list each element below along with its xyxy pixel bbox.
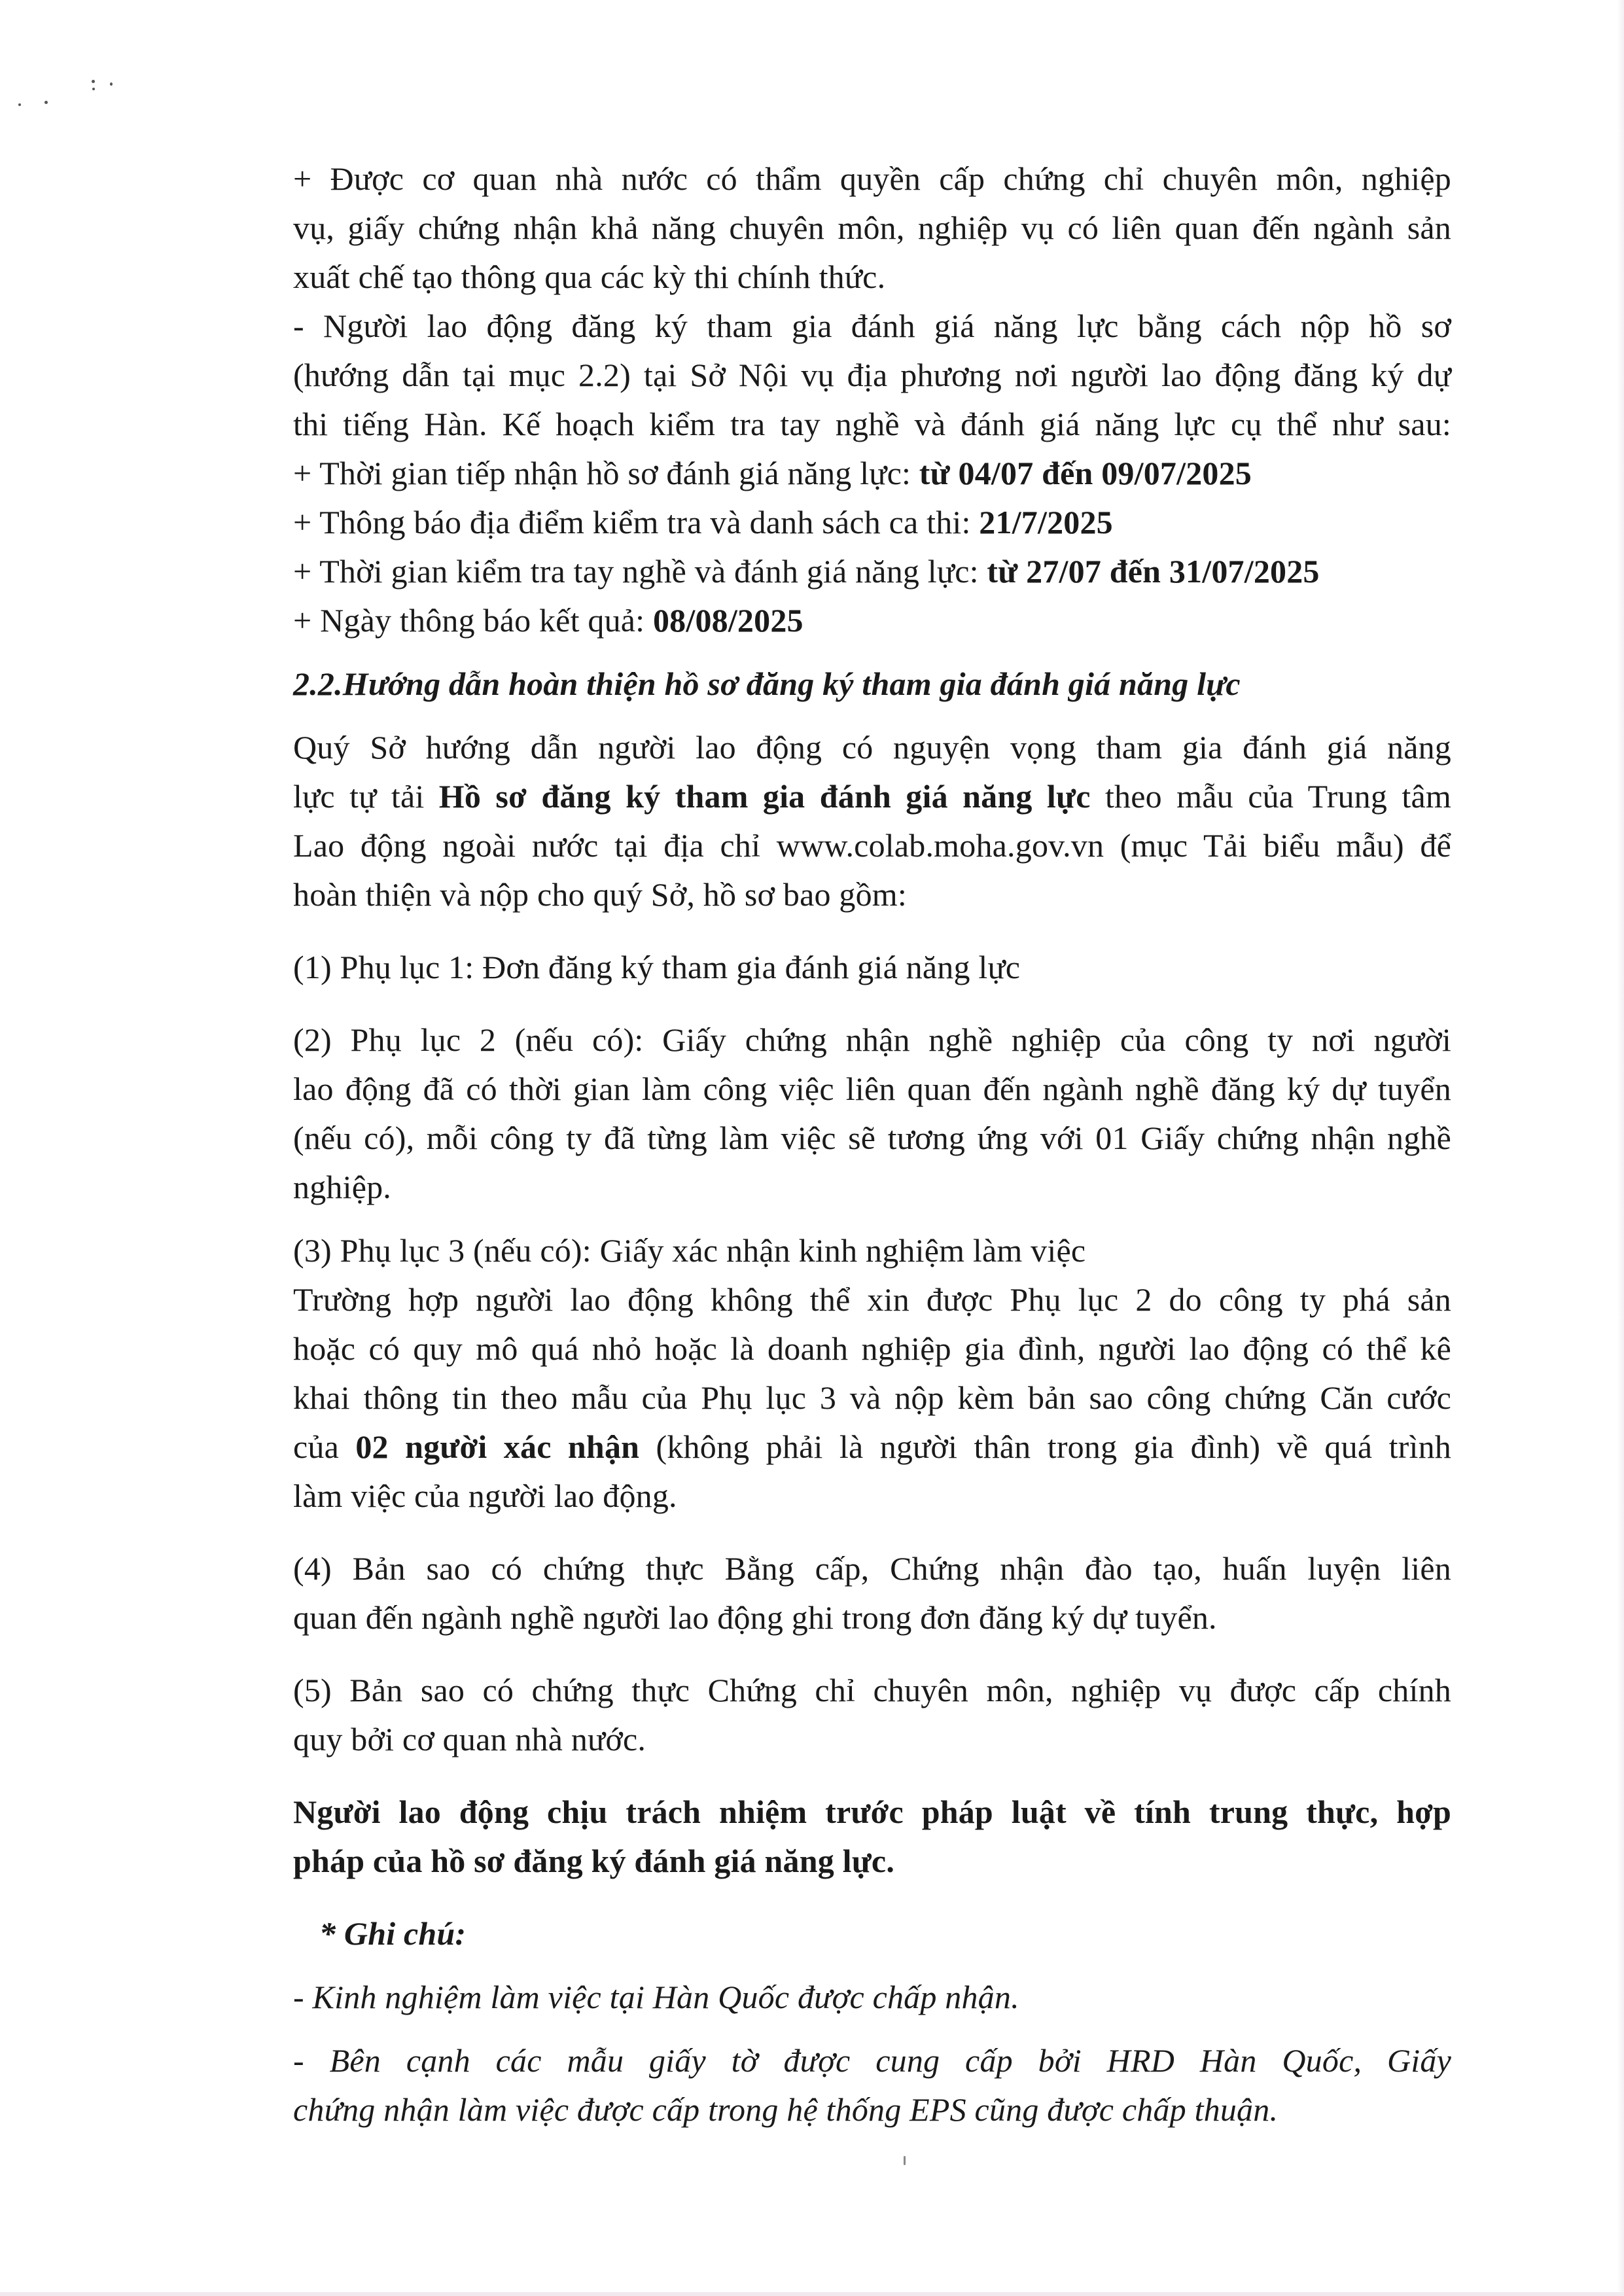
list-item-line: (nếu có), mỗi công ty đã từng làm việc sẽ tương ứng với 01 Giấy chứng nhận nghề [293,1120,1451,1156]
responsibility-statement: Người lao động chịu trách nhiệm trước pháp luật về tính trung thực, hợp [293,1793,1451,1830]
paragraph-line: Lao động ngoài nước tại địa chỉ www.colab.moha.gov.vn (mục Tải biểu mẫu) để [293,827,1451,864]
paragraph-line: + Được cơ quan nhà nước có thẩm quyền cấp chứng chỉ chuyên môn, nghiệp [293,160,1451,197]
schedule-receipt [293,449,1451,498]
scan-speck [44,101,48,104]
list-item: (3) Phụ lục 3 (nếu có): Giấy xác nhận kinh nghiệm làm việc [293,1232,1086,1269]
scan-bottom-edge [0,2292,1624,2296]
text-run-bold: Hồ sơ đăng ký tham gia đánh giá năng lực [438,778,1091,815]
list-item-line: quan đến ngành nghề người lao động ghi trong đơn đăng ký dự tuyển. [293,1599,1217,1636]
note-item: - Kinh nghiệm làm việc tại Hàn Quốc được chấp nhận. [293,1979,1019,2015]
paragraph-line: làm việc của người lao động. [293,1477,677,1514]
schedule-receipt-label: + Thời gian tiếp nhận hồ sơ đánh giá năng lực: [293,455,919,491]
paragraph-line: hoặc có quy mô quá nhỏ hoặc là doanh nghiệp gia đình, người lao động có thể kê [293,1330,1451,1367]
responsibility-statement-line: pháp của hồ sơ đăng ký đánh giá năng lực. [293,1843,895,1879]
scan-edge-shadow [1617,0,1624,2296]
paragraph-line: khai thông tin theo mẫu của Phụ lục 3 và nộp kèm bản sao công chứng Căn cước [293,1379,1451,1416]
scan-speck [904,2156,906,2165]
paragraph-line: hoàn thiện và nộp cho quý Sở, hồ sơ bao gồm: [293,876,907,913]
schedule-result-label: + Ngày thông báo kết quả: [293,602,653,639]
list-item-line: lao động đã có thời gian làm công việc liên quan đến ngành nghề đăng ký dự tuyển [293,1070,1451,1107]
schedule-result [293,596,1451,645]
schedule-test [293,547,1451,596]
scan-speck [110,82,113,86]
text-run: theo mẫu của Trung tâm [1090,778,1451,815]
note-heading: * Ghi chú: [319,1915,467,1952]
note-item-line: chứng nhận làm việc được cấp trong hệ thống EPS cũng được chấp thuận. [293,2091,1279,2128]
text-run-bold: 02 người xác nhận [355,1428,640,1465]
paragraph-line: vụ, giấy chứng nhận khả năng chuyên môn, nghiệp vụ có liên quan đến ngành sản [293,209,1451,246]
list-item: (5) Bản sao có chứng thực Chứng chỉ chuyên môn, nghiệp vụ được cấp chính [293,1672,1451,1708]
paragraph-line [293,1422,1451,1472]
paragraph-line: (hướng dẫn tại mục 2.2) tại Sở Nội vụ địa phương nơi người lao động đăng ký dự [293,357,1451,393]
text-run: (không phải là người thân trong gia đình) về quá trình [639,1428,1452,1465]
schedule-announcement-date: 21/7/2025 [979,504,1113,540]
text-run: lực tự tải [293,778,439,815]
list-item-line: quy bởi cơ quan nhà nước. [293,1721,646,1757]
document-body [293,154,1451,2134]
section-heading: 2.2.Hướng dẫn hoàn thiện hồ sơ đăng ký tham gia đánh giá năng lực [293,665,1241,702]
list-item: (1) Phụ lục 1: Đơn đăng ký tham gia đánh giá năng lực [293,949,1021,985]
text-run: của [293,1428,356,1465]
schedule-announcement-label: + Thông báo địa điểm kiểm tra và danh sách ca thi: [293,504,980,540]
schedule-result-date: 08/08/2025 [652,602,803,639]
list-item: (2) Phụ lục 2 (nếu có): Giấy chứng nhận nghề nghiệp của công ty nơi người [293,1021,1451,1058]
schedule-announcement [293,498,1451,547]
list-item-line: nghiệp. [293,1169,391,1205]
paragraph-line: - Người lao động đăng ký tham gia đánh giá năng lực bằng cách nộp hồ sơ [293,308,1451,344]
scan-speck [92,88,95,90]
note-item: - Bên cạnh các mẫu giấy tờ được cung cấp bởi HRD Hàn Quốc, Giấy [293,2042,1451,2079]
scan-speck [18,103,21,106]
paragraph-line [293,772,1451,821]
list-item: (4) Bản sao có chứng thực Bằng cấp, Chứng nhận đào tạo, huấn luyện liên [293,1550,1451,1587]
paragraph-line: xuất chế tạo thông qua các kỳ thi chính thức. [293,258,886,295]
paragraph-line: Trường hợp người lao động không thể xin được Phụ lục 2 do công ty phá sản [293,1281,1451,1318]
scan-speck [92,80,95,83]
schedule-test-label: + Thời gian kiểm tra tay nghề và đánh giá năng lực: [293,553,987,590]
paragraph-line: Quý Sở hướng dẫn người lao động có nguyện vọng tham gia đánh giá năng [293,729,1451,766]
schedule-receipt-date: từ 04/07 đến 09/07/2025 [919,455,1252,491]
schedule-test-date: từ 27/07 đến 31/07/2025 [987,553,1320,590]
paragraph-line: thi tiếng Hàn. Kế hoạch kiểm tra tay nghề và đánh giá năng lực cụ thể như sau: [293,406,1451,442]
